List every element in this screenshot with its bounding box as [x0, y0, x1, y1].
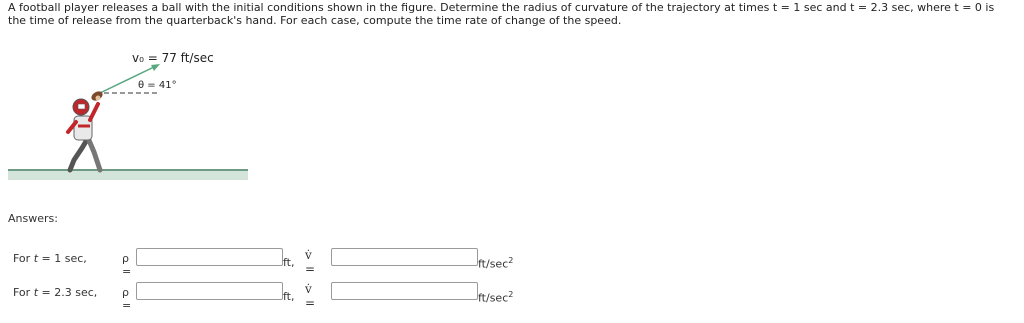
launch-angle-label: θ = 41°	[138, 80, 177, 91]
answer-row-2-time-label: For t = 2.3 sec,	[13, 286, 98, 299]
speed-rate-input-2[interactable]	[331, 282, 478, 300]
radius-of-curvature-input-1[interactable]	[136, 248, 283, 266]
rho-unit: ft,	[283, 256, 295, 269]
speed-rate-input-1[interactable]	[331, 248, 478, 266]
rho-unit: ft,	[283, 290, 295, 303]
football-figure	[8, 40, 248, 185]
vdot-unit: $ft/\sec^2$	[478, 256, 514, 271]
rho-label: ρ =	[122, 252, 132, 278]
answer-row-1-time-label: For t = 1 sec,	[13, 252, 87, 265]
answers-label: Answers:	[8, 212, 58, 225]
football-player-figure	[68, 90, 104, 170]
problem-statement	[8, 1, 1013, 27]
rho-label: ρ =	[122, 286, 132, 312]
velocity-arrowhead	[151, 64, 160, 71]
vdot-unit: $ft/\sec^2$	[478, 290, 514, 305]
vdot-label: v̇ =	[305, 282, 316, 310]
vdot-label: v̇ =	[305, 248, 316, 276]
initial-velocity-label: v₀ = 77 ft/sec	[132, 51, 214, 65]
problem-text: A football player releases a ball with the initial conditions shown in the figure. Determine the radius of curvature of the trajectory at times t = 1 sec and t = 2.3 sec, where t = 0 is the time of release from the quarterback's hand. For each case, compute the time rate of change of the speed.	[8, 1, 995, 27]
figure-svg	[8, 40, 248, 185]
ground-shade	[8, 170, 248, 180]
radius-of-curvature-input-2[interactable]	[136, 282, 283, 300]
